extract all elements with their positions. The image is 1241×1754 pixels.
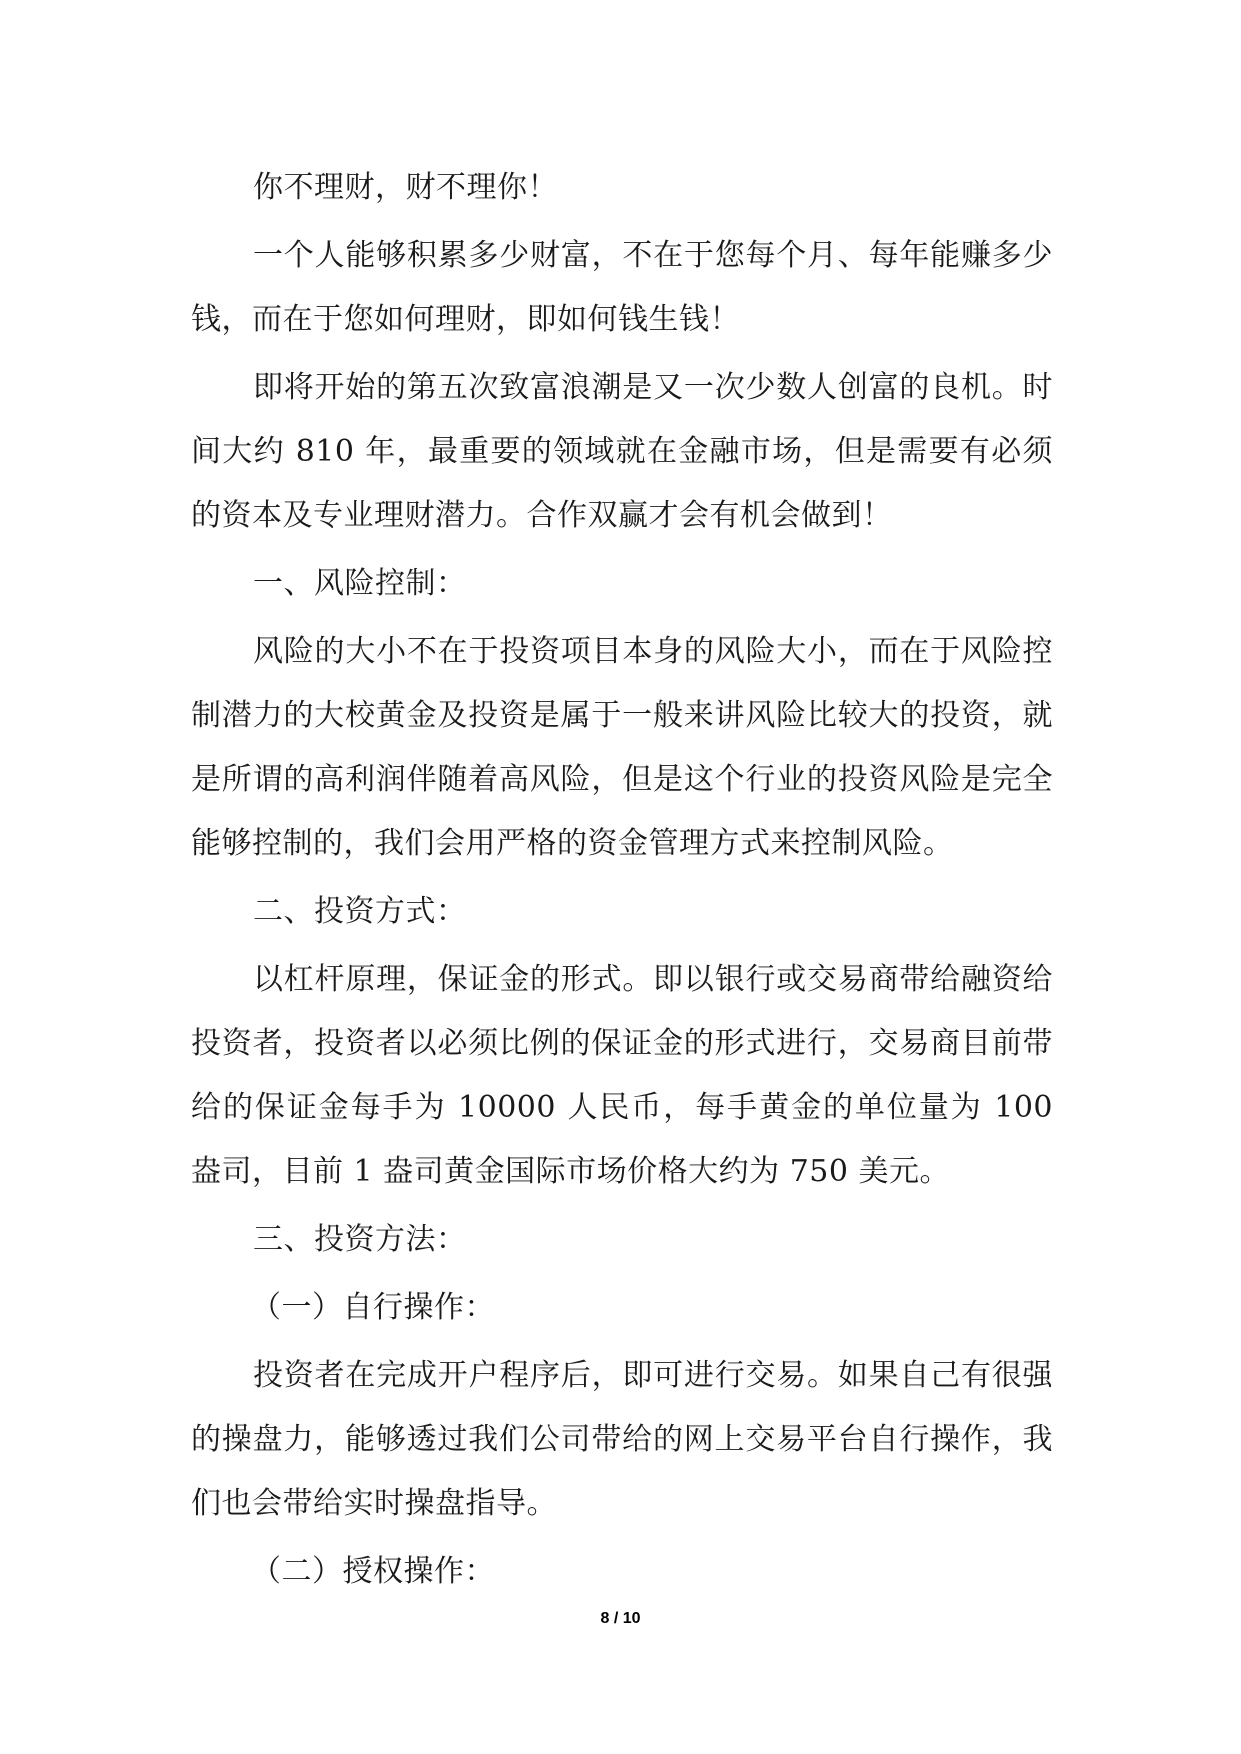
paragraph-wealth-intro: 一个人能够积累多少财富，不在于您每个月、每年能赚多少钱，而在于您如何理财，即如何钱生钱！ [191, 238, 1053, 337]
subsection-heading-self-operation: （一）自行操作： [251, 1290, 495, 1325]
section-heading-investment-mode: 二、投资方式： [253, 894, 467, 929]
document-body [191, 156, 1053, 1604]
page-number: 8 / 10 [600, 1610, 641, 1627]
paragraph-wealth-wave: 即将开始的第五次致富浪潮是又一次少数人创富的良机。时间大约 810 年，最重要的领域就在金融市场，但是需要有必须的资本及专业理财潜力。合作双赢才会有机会做到！ [191, 370, 1053, 533]
subsection-heading-authorized-operation: （二）授权操作： [251, 1554, 495, 1589]
paragraph-slogan: 你不理财，财不理你！ [253, 170, 558, 205]
paragraph-investment-mode: 以杠杆原理，保证金的形式。即以银行或交易商带给融资给投资者，投资者以必须比例的保证金的形式进行，交易商目前带给的保证金每手为 10000 人民币，每手黄金的单位量为 100 盎司，目前 1 盎司黄金国际市场价格大约为 750 美元。 [191, 962, 1053, 1189]
section-heading-risk-control: 一、风险控制： [253, 566, 467, 601]
paragraph-risk-control: 风险的大小不在于投资项目本身的风险大小，而在于风险控制潜力的大校黄金及投资是属于一般来讲风险比较大的投资，就是所谓的高利润伴随着高风险，但是这个行业的投资风险是完全能够控制的，我们会用严格的资金管理方式来控制风险。 [191, 634, 1053, 861]
paragraph-self-operation: 投资者在完成开户程序后，即可进行交易。如果自己有很强的操盘力，能够透过我们公司带给的网上交易平台自行操作，我们也会带给实时操盘指导。 [191, 1358, 1053, 1521]
section-heading-investment-method: 三、投资方法： [253, 1222, 467, 1257]
